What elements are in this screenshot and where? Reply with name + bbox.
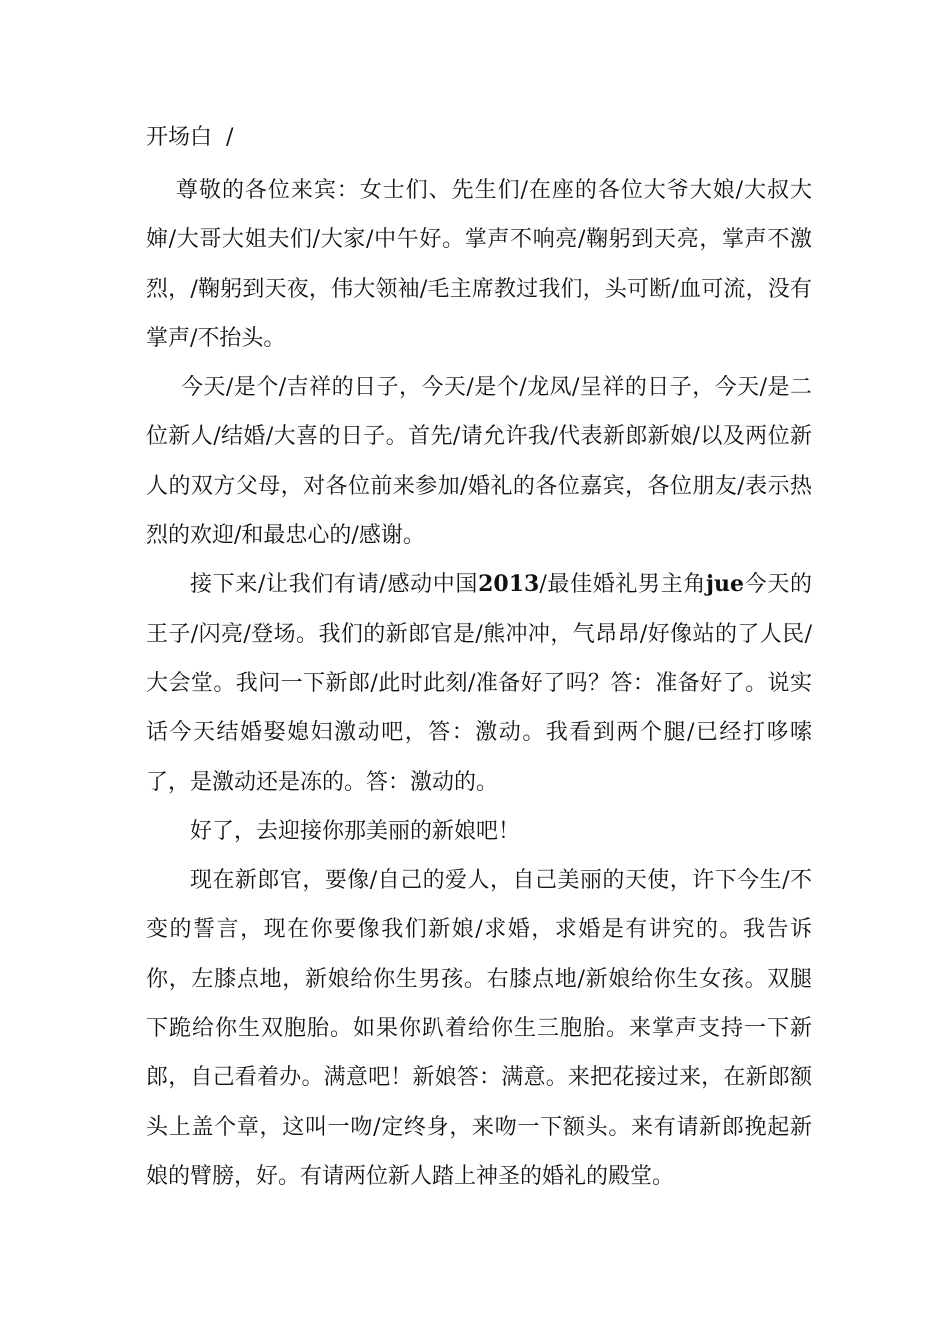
paragraph-text: 尊敬的各位来宾：女士们、先生们/在座的各位大爷大娘/大叔大婶/大哥大姐夫们/大家/中午好。掌声不响亮/鞠躬到天亮，掌声不激烈，/鞠躬到天夜，伟大领袖/毛主席教过我们，头可断/血可流，没有掌声/不抬头。 <box>146 178 812 351</box>
year-bold: 2013 <box>478 571 540 598</box>
paragraph-greeting <box>146 166 812 363</box>
paragraph-text: 今天/是个/吉祥的日子，今天/是个/龙凤/呈祥的日子，今天/是二位新人/结婚/大喜的日子。首先/请允许我/代表新郎新娘/以及两位新人的双方父母，对各位前来参加/婚礼的各位嘉宾，各位朋友/表示热烈的欢迎/和最忠心的/感谢。 <box>146 375 812 549</box>
document-page <box>146 118 812 1201</box>
document-title: 开场白 / <box>146 125 234 150</box>
paragraph-proposal <box>146 856 812 1201</box>
paragraph-text: 今天的王子/闪亮/登场。我们的新郎官是/熊冲冲，气昂昂/好像站的了人民/大会堂。我问一下新郎/此时此刻/准备好了吗？答：准备好了。说实话今天结婚娶媳妇激动吧，答：激动。我看到两个腿/已经打哆嗦了，是激动还是冻的。答：激动的。 <box>146 572 812 795</box>
paragraph-text: 接下来/让我们有请/感动中国 <box>190 572 479 598</box>
paragraph-meet-bride <box>146 807 812 856</box>
paragraph-text: 好了，去迎接你那美丽的新娘吧！ <box>190 818 521 844</box>
paragraph-text: /最佳婚礼男主角 <box>539 572 707 598</box>
jue-bold: jue <box>706 571 744 598</box>
paragraph-groom-entrance <box>146 560 812 806</box>
paragraph-text: 现在新郎官，要像/自己的爱人，自己美丽的天使，许下今生/不变的誓言，现在你要像我们新娘/求婚，求婚是有讲究的。我告诉你，左膝点地，新娘给你生男孩。右膝点地/新娘给你生女孩。双腿下跪给你生双胞胎。如果你趴着给你生三胞胎。来掌声支持一下新郎，自己看着办。满意吧！新娘答：满意。来把花接过来，在新郎额头上盖个章，这叫一吻/定终身，来吻一下额头。来有请新郎挽起新娘的臂膀，好。有请两位新人踏上神圣的婚礼的殿堂。 <box>146 868 812 1189</box>
paragraph-today <box>146 363 812 560</box>
